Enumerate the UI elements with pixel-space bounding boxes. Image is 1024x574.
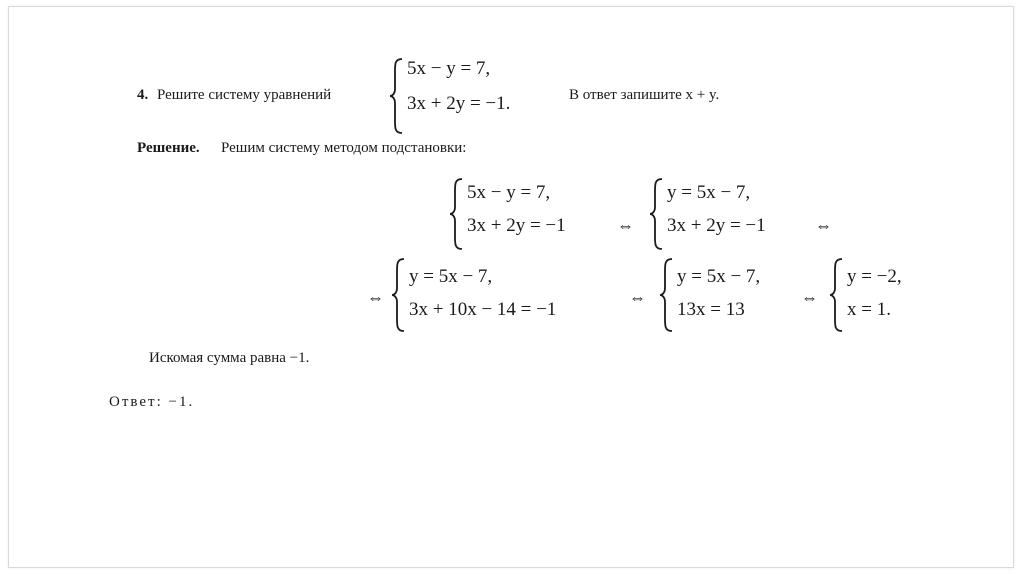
solution-text: Решим систему методом подстановки: [221, 140, 467, 156]
problem-prompt: Решите систему уравнений [157, 87, 332, 103]
problem-eq-2: 3x + 2y = −1. [407, 93, 511, 114]
step3-eq-1: y = 5x − 7, [409, 266, 493, 287]
step4-system [677, 263, 760, 323]
step1-system [467, 179, 566, 239]
answer-text: Ответ: −1. [109, 394, 195, 410]
answer-request: В ответ запишите x + y. [569, 87, 720, 103]
problem-number: 4. [137, 87, 149, 103]
problem-system-brace [389, 57, 405, 135]
step3-brace [391, 257, 407, 333]
problem-eq-1: 5x − y = 7, [407, 58, 491, 79]
step2-eq-1: y = 5x − 7, [667, 182, 751, 203]
step5-eq-1: y = −2, [847, 266, 902, 287]
problem-system [407, 55, 510, 117]
equiv-symbol: ⇔ [815, 216, 832, 235]
equiv-symbol: ⇔ [629, 288, 646, 307]
step2-eq-2: 3x + 2y = −1 [667, 215, 766, 236]
step5-system [847, 263, 902, 323]
step1-eq-2: 3x + 2y = −1 [467, 215, 566, 236]
equiv-symbol: ⇔ [801, 288, 818, 307]
step1-eq-1: 5x − y = 7, [467, 182, 551, 203]
step1-brace [449, 177, 465, 251]
step2-system [667, 179, 766, 239]
step4-brace [659, 257, 675, 333]
step2-brace [649, 177, 665, 251]
step4-eq-2: 13x = 13 [677, 299, 745, 320]
step3-eq-2: 3x + 10x − 14 = −1 [409, 299, 557, 320]
step3-system [409, 263, 556, 323]
equiv-symbol: ⇔ [617, 216, 634, 235]
equiv-symbol: ⇔ [367, 288, 384, 307]
slide [8, 6, 1014, 568]
step4-eq-1: y = 5x − 7, [677, 266, 761, 287]
solution-label: Решение. [137, 140, 200, 156]
conclusion-text: Искомая сумма равна −1. [149, 350, 310, 366]
step5-eq-2: x = 1. [847, 299, 891, 320]
step5-brace [829, 257, 845, 333]
